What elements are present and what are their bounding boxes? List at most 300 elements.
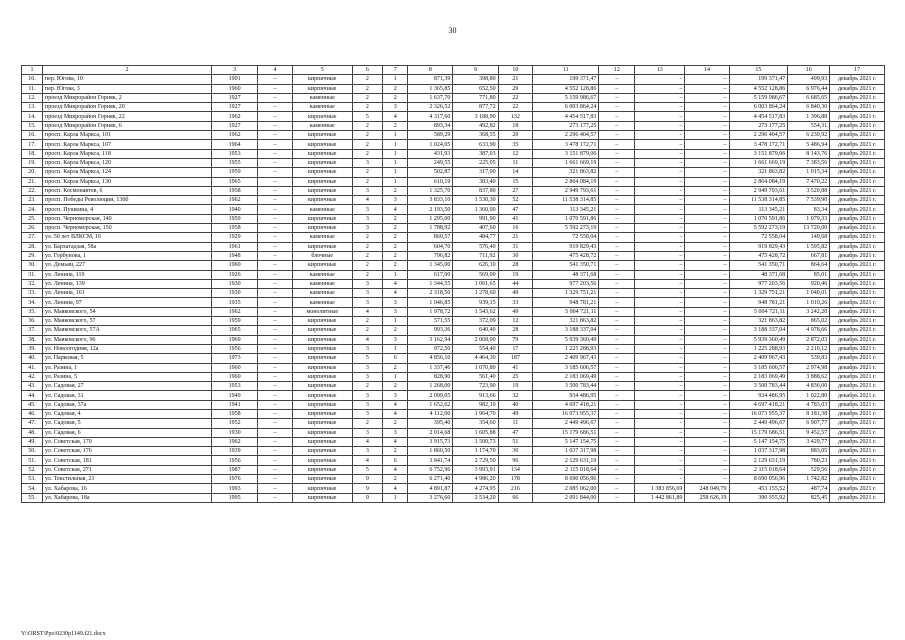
- table-cell: 6 752,96: [408, 465, 453, 474]
- table-cell: 6 003 864,24: [729, 103, 788, 112]
- table-cell: 317,00: [453, 168, 498, 177]
- table-cell: –: [635, 214, 685, 223]
- table-cell: 7 539,90: [788, 196, 830, 205]
- table-cell: 2 872,03: [788, 335, 830, 344]
- table-cell: 1 024,05: [408, 140, 453, 149]
- table-cell: 13.: [22, 103, 43, 112]
- table-cell: 6 230,92: [788, 131, 830, 140]
- table-cell: –: [258, 437, 293, 446]
- table-cell: 35.: [22, 307, 43, 316]
- table-cell: 3: [352, 409, 382, 418]
- table-cell: декабрь 2021 г.: [830, 214, 885, 223]
- table-cell: кирпичные: [292, 400, 352, 409]
- table-cell: 5 159 986,67: [533, 93, 599, 102]
- table-cell: 431,93: [408, 149, 453, 158]
- table-cell: кирпичные: [292, 131, 352, 140]
- table-cell: 23.: [22, 196, 43, 205]
- table-cell: –: [635, 205, 685, 214]
- table-cell: декабрь 2021 г.: [830, 224, 885, 233]
- table-cell: 796,82: [408, 251, 453, 260]
- table-cell: 1 637,70: [408, 93, 453, 102]
- table-cell: 1: [383, 131, 408, 140]
- table-cell: 541 350,71: [533, 261, 599, 270]
- table-cell: 1 070 591,86: [729, 214, 788, 223]
- table-cell: –: [635, 447, 685, 456]
- table-cell: декабрь 2021 г.: [830, 484, 885, 493]
- table-cell: –: [599, 251, 635, 260]
- table-cell: 4 783,03: [788, 400, 830, 409]
- table-cell: кирпичные: [292, 158, 352, 167]
- table-cell: просп. Победы Революции, 130б: [42, 196, 211, 205]
- table-cell: –: [258, 270, 293, 279]
- table-cell: –: [599, 131, 635, 140]
- table-cell: –: [685, 270, 729, 279]
- table-cell: 982,10: [453, 400, 498, 409]
- table-cell: 7 383,56: [788, 158, 830, 167]
- table-cell: 50.: [22, 447, 43, 456]
- table-cell: –: [599, 437, 635, 446]
- table-cell: 4 978,66: [788, 326, 830, 335]
- table-cell: декабрь 2021 г.: [830, 158, 885, 167]
- table-cell: декабрь 2021 г.: [830, 317, 885, 326]
- table-cell: 321 863,82: [729, 168, 788, 177]
- table-cell: 2: [352, 121, 382, 130]
- table-cell: –: [258, 186, 293, 195]
- table-cell: 3: [383, 103, 408, 112]
- table-cell: 3 188 337,04: [729, 326, 788, 335]
- table-cell: декабрь 2021 г.: [830, 475, 885, 484]
- table-cell: 24.: [22, 205, 43, 214]
- table-cell: 1 365,85: [408, 84, 453, 93]
- table-cell: 539,83: [788, 354, 830, 363]
- table-cell: –: [258, 121, 293, 130]
- table-cell: 2: [383, 363, 408, 372]
- table-cell: 390 355,92: [729, 493, 788, 502]
- table-cell: 2: [352, 251, 382, 260]
- column-header: 9: [453, 66, 498, 75]
- table-cell: –: [635, 261, 685, 270]
- table-cell: –: [635, 428, 685, 437]
- table-cell: ул. Хабарова, 16: [42, 484, 211, 493]
- table-cell: 1930: [212, 279, 258, 288]
- table-cell: 19: [498, 382, 533, 391]
- table-cell: 2: [352, 419, 382, 428]
- table-cell: кирпичные: [292, 344, 352, 353]
- table-cell: декабрь 2021 г.: [830, 363, 885, 372]
- table-cell: 3: [352, 344, 382, 353]
- table-cell: –: [599, 428, 635, 437]
- table-cell: –: [258, 242, 293, 251]
- table-cell: –: [685, 344, 729, 353]
- table-cell: 4 464,30: [453, 354, 498, 363]
- table-cell: декабрь 2021 г.: [830, 177, 885, 186]
- table-cell: 1: [383, 149, 408, 158]
- table-cell: 2 091 844,00: [533, 493, 599, 502]
- table-cell: 398,80: [453, 75, 498, 84]
- table-cell: 4: [383, 289, 408, 298]
- table-cell: 3 833,10: [408, 196, 453, 205]
- table-cell: декабрь 2021 г.: [830, 419, 885, 428]
- table-cell: 2 068,00: [453, 335, 498, 344]
- table-row: [22, 326, 885, 335]
- table-cell: 40: [498, 400, 533, 409]
- table-cell: –: [599, 326, 635, 335]
- table-cell: декабрь 2021 г.: [830, 493, 885, 502]
- table-cell: –: [685, 475, 729, 484]
- table-cell: 825,45: [788, 493, 830, 502]
- table-cell: каменные: [292, 298, 352, 307]
- table-cell: 1 978,72: [408, 307, 453, 316]
- table-cell: 1960: [212, 84, 258, 93]
- table-cell: 3: [352, 289, 382, 298]
- table-cell: декабрь 2021 г.: [830, 456, 885, 465]
- table-cell: 5 592 273,19: [729, 224, 788, 233]
- table-cell: 2 099,05: [408, 391, 453, 400]
- table-cell: 977 203,56: [533, 279, 599, 288]
- table-cell: –: [599, 149, 635, 158]
- table-cell: кирпичные: [292, 354, 352, 363]
- table-cell: 1962: [212, 131, 258, 140]
- table-cell: 52: [498, 196, 533, 205]
- table-cell: 1 543,62: [453, 307, 498, 316]
- table-cell: 53.: [22, 475, 43, 484]
- table-cell: 1 788,92: [408, 224, 453, 233]
- table-cell: кирпичные: [292, 437, 352, 446]
- table-cell: 4 274,95: [453, 484, 498, 493]
- table-cell: 199 371,47: [729, 75, 788, 84]
- table-cell: 484,77: [453, 233, 498, 242]
- table-cell: 4: [383, 437, 408, 446]
- table-row: [22, 93, 885, 102]
- table-cell: 1 329 751,21: [729, 289, 788, 298]
- table-cell: 14.: [22, 112, 43, 121]
- footer-path: Y:\ORST\Ppo\0230p1149.f21.docx: [21, 631, 106, 637]
- table-cell: –: [635, 317, 685, 326]
- table-cell: 72 558,04: [729, 233, 788, 242]
- table-cell: 604,70: [408, 242, 453, 251]
- table-cell: 1953: [212, 382, 258, 391]
- table-cell: 561,40: [453, 372, 498, 381]
- table-cell: 4 112,00: [408, 409, 453, 418]
- table-cell: 3 188,90: [453, 112, 498, 121]
- table-cell: 1940: [212, 205, 258, 214]
- table-cell: 72 558,04: [533, 233, 599, 242]
- table-cell: –: [685, 131, 729, 140]
- table-cell: 3 188 337,04: [533, 326, 599, 335]
- table-cell: –: [685, 307, 729, 316]
- table-cell: 10.: [22, 75, 43, 84]
- table-cell: 2: [352, 177, 382, 186]
- table-cell: 2 949 793,61: [729, 186, 788, 195]
- table-cell: декабрь 2021 г.: [830, 447, 885, 456]
- table-cell: ул. Разина, 1: [42, 363, 211, 372]
- table-cell: 2: [352, 131, 382, 140]
- table-row: [22, 289, 885, 298]
- table-cell: –: [685, 140, 729, 149]
- table-cell: 4: [352, 196, 382, 205]
- table-cell: ул. Демьян, 227: [42, 261, 211, 270]
- table-cell: кирпичные: [292, 335, 352, 344]
- column-header: 17: [830, 66, 885, 75]
- table-cell: –: [685, 168, 729, 177]
- table-cell: 28: [498, 261, 533, 270]
- table-cell: –: [685, 289, 729, 298]
- table-cell: –: [635, 289, 685, 298]
- table-cell: –: [599, 75, 635, 84]
- column-header: 2: [42, 66, 211, 75]
- table-cell: 27: [498, 186, 533, 195]
- table-cell: 2: [352, 317, 382, 326]
- table-cell: 3: [352, 372, 382, 381]
- table-cell: 3: [383, 307, 408, 316]
- table-row: [22, 121, 885, 130]
- table-cell: 541 350,71: [729, 261, 788, 270]
- table-cell: 11.: [22, 84, 43, 93]
- table-cell: –: [635, 382, 685, 391]
- table-cell: декабрь 2021 г.: [830, 307, 885, 316]
- table-cell: 1958: [212, 186, 258, 195]
- table-cell: 1953: [212, 149, 258, 158]
- table-row: [22, 177, 885, 186]
- table-cell: 1993: [212, 484, 258, 493]
- table-cell: –: [685, 391, 729, 400]
- table-cell: –: [258, 140, 293, 149]
- table-cell: 2: [352, 326, 382, 335]
- table-cell: 934 486,95: [533, 391, 599, 400]
- table-row: [22, 419, 885, 428]
- table-cell: 225,05: [453, 158, 498, 167]
- table-cell: 9: [352, 493, 382, 502]
- table-cell: 8 143,76: [788, 149, 830, 158]
- table-cell: –: [685, 224, 729, 233]
- table-cell: 2: [383, 214, 408, 223]
- table-row: [22, 344, 885, 353]
- table-cell: 33.: [22, 289, 43, 298]
- table-cell: кирпичные: [292, 326, 352, 335]
- table-cell: 1930: [212, 428, 258, 437]
- table-cell: 25.: [22, 214, 43, 223]
- table-cell: 9 452,57: [788, 428, 830, 437]
- table-cell: 3 429,77: [788, 437, 830, 446]
- table-row: [22, 493, 885, 502]
- table-cell: декабрь 2021 г.: [830, 326, 885, 335]
- table-cell: –: [258, 354, 293, 363]
- table-cell: 1: [383, 168, 408, 177]
- table-cell: –: [635, 242, 685, 251]
- table-cell: –: [599, 475, 635, 484]
- table-cell: 1 061,65: [453, 279, 498, 288]
- table-row: [22, 354, 885, 363]
- table-cell: 3 185 606,57: [533, 363, 599, 372]
- table-cell: 1976: [212, 475, 258, 484]
- table-cell: 20: [498, 131, 533, 140]
- column-header: 8: [408, 66, 453, 75]
- table-cell: 610,19: [408, 177, 453, 186]
- table-cell: 589,29: [408, 131, 453, 140]
- table-cell: 1 530,30: [453, 196, 498, 205]
- table-cell: 871,39: [408, 75, 453, 84]
- table-cell: –: [258, 335, 293, 344]
- table-cell: 83,34: [788, 205, 830, 214]
- table-row: [22, 224, 885, 233]
- table-cell: ул. Разина, 5: [42, 372, 211, 381]
- table-cell: декабрь 2021 г.: [830, 409, 885, 418]
- table-cell: –: [685, 317, 729, 326]
- table-cell: 3: [352, 447, 382, 456]
- table-cell: монолитные: [292, 307, 352, 316]
- table-cell: 36.: [22, 317, 43, 326]
- table-row: [22, 400, 885, 409]
- table-cell: 475 428,72: [729, 251, 788, 260]
- table-cell: –: [599, 205, 635, 214]
- table-cell: 5 486,94: [788, 140, 830, 149]
- table-cell: 617,00: [408, 270, 453, 279]
- table-cell: –: [685, 251, 729, 260]
- table-cell: –: [685, 242, 729, 251]
- table-cell: 3: [352, 186, 382, 195]
- page-number: 30: [448, 26, 457, 35]
- table-cell: 1 742,82: [788, 475, 830, 484]
- table-cell: декабрь 2021 г.: [830, 131, 885, 140]
- table-cell: 667,81: [788, 251, 830, 260]
- table-cell: 837,80: [453, 186, 498, 195]
- table-cell: 2 449 496,67: [729, 419, 788, 428]
- table-cell: 1929: [212, 233, 258, 242]
- table-cell: –: [685, 437, 729, 446]
- table-cell: –: [258, 251, 293, 260]
- table-cell: –: [599, 261, 635, 270]
- table-cell: кирпичные: [292, 168, 352, 177]
- table-cell: 3 500 783,44: [533, 382, 599, 391]
- table-cell: 25: [498, 372, 533, 381]
- table-cell: 5 939 360,49: [729, 335, 788, 344]
- table-cell: ул. Советская, 176: [42, 447, 211, 456]
- table-cell: 571,55: [408, 317, 453, 326]
- table-cell: 3: [383, 335, 408, 344]
- table-cell: –: [599, 493, 635, 502]
- table-cell: ул. Маяковского, 57А: [42, 326, 211, 335]
- table-cell: 41.: [22, 363, 43, 372]
- table-cell: –: [599, 121, 635, 130]
- table-cell: –: [685, 84, 729, 93]
- table-row: [22, 447, 885, 456]
- table-cell: декабрь 2021 г.: [830, 465, 885, 474]
- table-row: [22, 196, 885, 205]
- table-cell: 2 326,52: [408, 103, 453, 112]
- table-cell: –: [599, 168, 635, 177]
- table-row: [22, 214, 885, 223]
- table-cell: 1901: [212, 75, 258, 84]
- table-cell: 17: [498, 344, 533, 353]
- table-cell: 919 829,43: [729, 242, 788, 251]
- column-header: 4: [258, 66, 293, 75]
- column-header: 12: [599, 66, 635, 75]
- table-cell: 28: [498, 326, 533, 335]
- table-cell: 1962: [212, 437, 258, 446]
- table-cell: –: [635, 363, 685, 372]
- table-cell: 372,09: [453, 317, 498, 326]
- table-cell: каменные: [292, 205, 352, 214]
- table-cell: 1 079,33: [788, 214, 830, 223]
- table-cell: кирпичные: [292, 75, 352, 84]
- table-cell: –: [258, 196, 293, 205]
- column-header: 3: [212, 66, 258, 75]
- table-cell: 977 203,56: [729, 279, 788, 288]
- column-header: 16: [788, 66, 830, 75]
- table-cell: 1949: [212, 391, 258, 400]
- table-cell: 55.: [22, 493, 43, 502]
- table-cell: 48 371,68: [729, 270, 788, 279]
- table-row: [22, 75, 885, 84]
- table-cell: 2 729,50: [453, 456, 498, 465]
- table-cell: 6 907,77: [788, 419, 830, 428]
- table-cell: 1 337,46: [408, 363, 453, 372]
- table-cell: просп. Карла Маркса, 124: [42, 168, 211, 177]
- table-cell: 51.: [22, 456, 43, 465]
- table-cell: –: [635, 121, 685, 130]
- table-cell: 2: [352, 168, 382, 177]
- table-row: [22, 270, 885, 279]
- table-cell: –: [635, 475, 685, 484]
- table-cell: 1 022,80: [788, 391, 830, 400]
- table-cell: –: [258, 419, 293, 428]
- table-cell: ул. Садовая, 6: [42, 428, 211, 437]
- table-cell: 6 976,44: [788, 84, 830, 93]
- table-cell: 40.: [22, 354, 43, 363]
- table-cell: 1 661 669,19: [533, 158, 599, 167]
- table-cell: 877,72: [453, 103, 498, 112]
- table-cell: 15 179 686,51: [729, 428, 788, 437]
- table-cell: 993,36: [408, 326, 453, 335]
- table-cell: –: [635, 326, 685, 335]
- table-cell: 3 841,74: [408, 456, 453, 465]
- table-row: [22, 242, 885, 251]
- table-cell: 1: [383, 270, 408, 279]
- table-cell: декабрь 2021 г.: [830, 149, 885, 158]
- table-cell: декабрь 2021 г.: [830, 372, 885, 381]
- table-cell: кирпичные: [292, 196, 352, 205]
- table-cell: 3 993,91: [453, 465, 498, 474]
- table-cell: 2: [383, 224, 408, 233]
- table-cell: 4: [383, 484, 408, 493]
- table-cell: –: [685, 382, 729, 391]
- table-cell: ул. Ленина, 97: [42, 298, 211, 307]
- table-cell: каменные: [292, 270, 352, 279]
- table-cell: 1959: [212, 317, 258, 326]
- table-cell: 2: [352, 84, 382, 93]
- table-cell: проезд Микрорайон Горняк, 20: [42, 103, 211, 112]
- table-cell: –: [258, 233, 293, 242]
- table-cell: –: [599, 158, 635, 167]
- table-cell: 49: [498, 409, 533, 418]
- table-cell: 2 449 496,67: [533, 419, 599, 428]
- table-cell: 30.: [22, 261, 43, 270]
- column-header: 11: [533, 66, 599, 75]
- table-cell: просп. Карла Маркса, 118: [42, 149, 211, 158]
- table-cell: 1 605,88: [453, 428, 498, 437]
- table-cell: просп. Карла Маркса, 130: [42, 177, 211, 186]
- table-cell: –: [635, 177, 685, 186]
- table-row: [22, 465, 885, 474]
- table-cell: 4: [383, 465, 408, 474]
- table-cell: декабрь 2021 г.: [830, 93, 885, 102]
- table-cell: 8 690 056,96: [729, 475, 788, 484]
- table-cell: 2: [383, 475, 408, 484]
- table-cell: –: [599, 344, 635, 353]
- table-cell: 1964: [212, 140, 258, 149]
- table-cell: –: [258, 428, 293, 437]
- table-cell: –: [599, 186, 635, 195]
